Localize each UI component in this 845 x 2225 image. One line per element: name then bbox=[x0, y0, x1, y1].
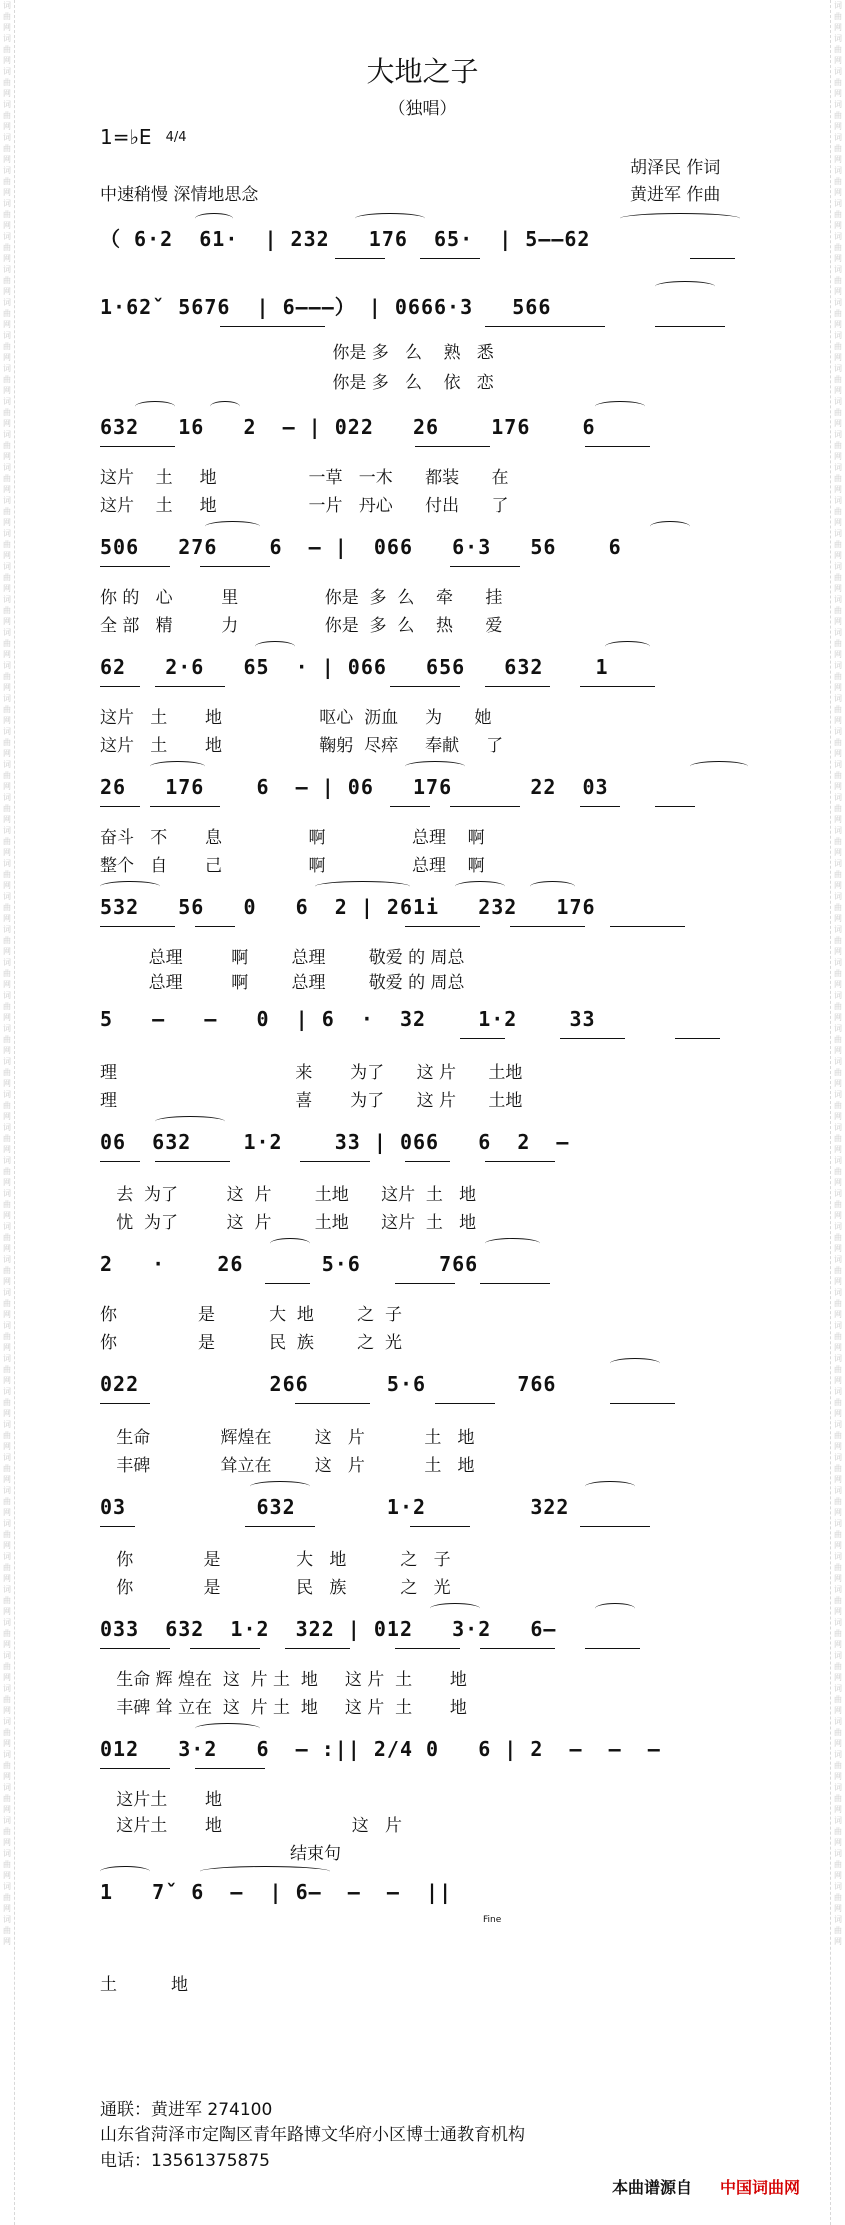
beam bbox=[610, 1403, 675, 1404]
score-notes: 06 632 1·2 33 | 066 6 2 — bbox=[100, 1130, 570, 1154]
beam bbox=[410, 1526, 470, 1527]
score-row bbox=[100, 1493, 750, 1533]
beam bbox=[335, 258, 385, 259]
beam bbox=[485, 1161, 555, 1162]
lyric-verse-1: 你是 多 么 熟 悉 bbox=[100, 343, 494, 363]
slur bbox=[485, 1238, 540, 1249]
lyric-verse-1: 生命 辉煌在 这 片 土 地 bbox=[100, 1428, 475, 1448]
slur bbox=[655, 281, 715, 292]
beam bbox=[150, 806, 220, 807]
slur bbox=[210, 401, 240, 412]
score-row bbox=[100, 533, 750, 573]
slur bbox=[270, 1238, 310, 1249]
beam bbox=[100, 1768, 170, 1769]
slur bbox=[595, 401, 645, 412]
lyric-verse-2: 这片土 地 这 片 bbox=[100, 1816, 402, 1836]
beam bbox=[100, 1648, 170, 1649]
lyric-verse-2: 总理 啊 总理 敬爱 的 周总 bbox=[100, 973, 465, 993]
lyric-verse-2: 整个 自 己 啊 总理 啊 bbox=[100, 856, 485, 876]
beam bbox=[390, 806, 430, 807]
slur bbox=[100, 1866, 150, 1877]
slur bbox=[195, 1723, 260, 1734]
lyric-verse-1: 你 是 大 地 之 子 bbox=[100, 1305, 402, 1325]
score-notes: 506 276 6 — | 066 6·3 56 6 bbox=[100, 535, 622, 559]
slur bbox=[530, 881, 575, 892]
score-row bbox=[100, 1005, 750, 1045]
lyricist-credit: 胡泽民 作词 bbox=[630, 158, 721, 178]
beam bbox=[585, 1648, 640, 1649]
beam bbox=[155, 686, 225, 687]
beam bbox=[450, 566, 520, 567]
slur bbox=[620, 213, 740, 224]
key-signature bbox=[100, 125, 186, 149]
beam bbox=[100, 686, 140, 687]
contact-address: 山东省菏泽市定陶区青年路博文华府小区博士通教育机构 bbox=[100, 2125, 525, 2145]
beam bbox=[415, 446, 490, 447]
lyric-verse-2: 你 是 民 族 之 光 bbox=[100, 1578, 451, 1598]
score-row bbox=[100, 653, 750, 693]
right-watermark-strip: 词曲网词曲网词曲网词曲网词曲网词曲网词曲网词曲网词曲网词曲网词曲网词曲网词曲网词曲网词曲网词曲网词曲网词曲网词曲网词曲网词曲网词曲网词曲网词曲网词曲网词曲网词曲网词曲网词曲网词曲网词曲网词曲网词曲网词曲网词曲网词曲网词曲网词曲网词曲网词曲网词曲网词曲网词曲网词曲网词曲网词曲网词曲网词曲网词曲网词曲网词曲网词曲网词曲网词曲网词曲网词曲网词曲网词曲网词曲网 bbox=[830, 0, 845, 2225]
fine-marking: Fine bbox=[483, 1915, 502, 1925]
score-row bbox=[100, 1250, 750, 1290]
beam bbox=[460, 1038, 505, 1039]
contact-name: 通联：黄进军 274100 bbox=[100, 2100, 273, 2120]
beam bbox=[405, 926, 480, 927]
lyric-verse-1: 去 为了 这 片 土地 这片 土 地 bbox=[100, 1185, 477, 1205]
beam bbox=[435, 1403, 495, 1404]
score-notes: 26 176 6 — | 06 176 22 03 bbox=[100, 775, 609, 799]
beam bbox=[100, 446, 175, 447]
lyric-verse-1: 你 是 大 地 之 子 bbox=[100, 1550, 451, 1570]
slur bbox=[585, 1481, 635, 1492]
lyric-verse-1: 你 的 心 里 你是 多 么 牵 挂 bbox=[100, 588, 503, 608]
beam bbox=[585, 446, 650, 447]
score-row bbox=[100, 293, 750, 333]
beam bbox=[655, 326, 725, 327]
slur bbox=[605, 641, 650, 652]
beam bbox=[100, 1526, 135, 1527]
source-label: 本曲谱源自 bbox=[612, 2178, 693, 2197]
lyric-verse-1: 这片土 地 bbox=[100, 1790, 223, 1810]
score-row bbox=[100, 1370, 750, 1410]
beam bbox=[580, 686, 655, 687]
score-row bbox=[100, 1128, 750, 1168]
beam bbox=[155, 1161, 230, 1162]
lyric-verse-2: 忧 为了 这 片 土地 这片 土 地 bbox=[100, 1213, 477, 1233]
beam bbox=[265, 1283, 310, 1284]
song-subtitle: （独唱） bbox=[388, 99, 457, 119]
slur bbox=[250, 1481, 310, 1492]
beam bbox=[690, 258, 735, 259]
lyric-verse-2: 丰碑 耸立在 这 片 土 地 bbox=[100, 1456, 475, 1476]
site-link[interactable]: 中国词曲网 bbox=[720, 2178, 801, 2197]
composer-credit: 黄进军 作曲 bbox=[630, 185, 721, 205]
lyric-verse-2: 丰碑 耸 立在 这 片 土 地 这 片 土 地 bbox=[100, 1698, 467, 1718]
beam bbox=[580, 1526, 650, 1527]
beam bbox=[560, 1038, 625, 1039]
beam bbox=[510, 926, 585, 927]
beam bbox=[655, 806, 695, 807]
left-watermark-strip: 词曲网词曲网词曲网词曲网词曲网词曲网词曲网词曲网词曲网词曲网词曲网词曲网词曲网词曲网词曲网词曲网词曲网词曲网词曲网词曲网词曲网词曲网词曲网词曲网词曲网词曲网词曲网词曲网词曲网词曲网词曲网词曲网词曲网词曲网词曲网词曲网词曲网词曲网词曲网词曲网词曲网词曲网词曲网词曲网词曲网词曲网词曲网词曲网词曲网词曲网词曲网词曲网词曲网词曲网词曲网词曲网词曲网词曲网词曲网 bbox=[0, 0, 15, 2225]
beam bbox=[100, 566, 170, 567]
slur bbox=[690, 761, 748, 772]
beam bbox=[190, 1648, 260, 1649]
score-row bbox=[100, 1878, 750, 1918]
slur bbox=[595, 1603, 635, 1614]
score-notes: 2 · 26 5·6 766 bbox=[100, 1252, 479, 1276]
final-lyric: 土 地 bbox=[100, 1975, 189, 1995]
beam bbox=[395, 1648, 460, 1649]
score-row bbox=[100, 773, 750, 813]
lyric-verse-1: 生命 辉 煌在 这 片 土 地 这 片 土 地 bbox=[100, 1670, 467, 1690]
beam bbox=[580, 806, 620, 807]
beam bbox=[485, 326, 605, 327]
beam bbox=[485, 686, 550, 687]
beam bbox=[195, 1768, 265, 1769]
score-notes: 03 632 1·2 322 bbox=[100, 1495, 570, 1519]
beam bbox=[395, 1283, 455, 1284]
score-notes: 62 2·6 65 · | 066 656 632 1 bbox=[100, 655, 609, 679]
slur bbox=[195, 213, 233, 224]
lyric-verse-2: 你 是 民 族 之 光 bbox=[100, 1333, 402, 1353]
tempo-marking: 中速稍慢 深情地思念 bbox=[100, 185, 259, 205]
beam bbox=[100, 926, 175, 927]
beam bbox=[420, 258, 480, 259]
song-title: 大地之子 bbox=[366, 55, 479, 88]
score-row bbox=[100, 1735, 750, 1775]
beam bbox=[100, 1403, 150, 1404]
lyric-verse-1: 奋斗 不 息 啊 总理 啊 bbox=[100, 828, 485, 848]
lyric-verse-2: 你是 多 么 依 恋 bbox=[100, 373, 494, 393]
lyric-verse-2: 全 部 精 力 你是 多 么 热 爱 bbox=[100, 616, 503, 636]
beam bbox=[405, 1161, 450, 1162]
slur bbox=[650, 521, 690, 532]
score-row bbox=[100, 225, 750, 265]
score-row bbox=[100, 413, 750, 453]
slur bbox=[155, 1116, 225, 1127]
beam bbox=[390, 686, 460, 687]
score-row bbox=[100, 1615, 750, 1655]
beam bbox=[100, 1161, 140, 1162]
key-label: 1=♭E bbox=[100, 125, 152, 149]
beam bbox=[610, 926, 685, 927]
beam bbox=[450, 806, 520, 807]
slur bbox=[355, 213, 425, 224]
lyric-verse-2: 理 喜 为了 这 片 土地 bbox=[100, 1091, 523, 1111]
beam bbox=[480, 1648, 555, 1649]
score-row bbox=[100, 893, 750, 933]
beam bbox=[480, 1283, 550, 1284]
score-notes: 033 632 1·2 322 | 012 3·2 6— bbox=[100, 1617, 557, 1641]
slur bbox=[200, 1866, 330, 1877]
lyric-verse-2: 这片 土 地 一片 丹心 付出 了 bbox=[100, 496, 509, 516]
score-notes: 1 7ˇ 6 — | 6— — — || bbox=[100, 1880, 453, 1904]
beam bbox=[285, 1648, 350, 1649]
slur bbox=[455, 881, 505, 892]
score-notes: 012 3·2 6 — :|| 2/4 0 6 | 2 — — — bbox=[100, 1737, 661, 1761]
slur bbox=[610, 1358, 660, 1369]
beam bbox=[220, 326, 325, 327]
beam bbox=[300, 1161, 370, 1162]
beam bbox=[245, 1526, 315, 1527]
slur bbox=[205, 521, 260, 532]
score-notes: 022 266 5·6 766 bbox=[100, 1372, 557, 1396]
lyric-verse-1: 总理 啊 总理 敬爱 的 周总 bbox=[100, 948, 465, 968]
slur bbox=[315, 881, 410, 892]
slur bbox=[135, 401, 175, 412]
ending-label: 结束句 bbox=[290, 1844, 341, 1864]
contact-phone: 电话：13561375875 bbox=[100, 2151, 270, 2171]
slur bbox=[100, 881, 160, 892]
score-notes: 5 — — 0 | 6 · 32 1·2 33 bbox=[100, 1007, 596, 1031]
slur bbox=[150, 761, 205, 772]
beam bbox=[295, 1403, 370, 1404]
beam bbox=[200, 566, 270, 567]
beam bbox=[100, 806, 140, 807]
score-notes: 632 16 2 — | 022 26 176 6 bbox=[100, 415, 596, 439]
lyric-verse-1: 这片 土 地 一草 一木 都装 在 bbox=[100, 468, 509, 488]
score-notes: 1·62ˇ 5676 | 6———） | 0666·3 566 bbox=[100, 295, 552, 319]
slur bbox=[405, 761, 465, 772]
beam bbox=[675, 1038, 720, 1039]
slur bbox=[255, 641, 295, 652]
score-notes: 532 56 0 6 2 | 261i 232 176 bbox=[100, 895, 596, 919]
lyric-verse-2: 这片 土 地 鞠躬 尽瘁 奉献 了 bbox=[100, 736, 504, 756]
score-notes: （ 6·2 61· | 232 176 65· | 5——62 bbox=[100, 227, 591, 251]
lyric-verse-1: 理 来 为了 这 片 土地 bbox=[100, 1063, 523, 1083]
beam bbox=[195, 926, 235, 927]
lyric-verse-1: 这片 土 地 呕心 沥血 为 她 bbox=[100, 708, 492, 728]
time-signature: 4/4 bbox=[165, 130, 187, 145]
slur bbox=[430, 1603, 480, 1614]
